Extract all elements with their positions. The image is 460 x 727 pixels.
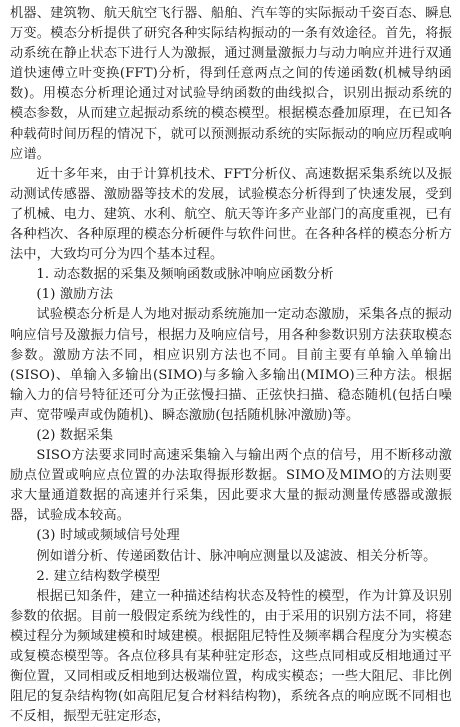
paragraph-excitation: 试验模态分析是人为地对振动系统施加一定动态激励，采集各点的振动响应信号及激振力信号，根据力及响应信号，用各种参数识别方法获取模态参数。激励方法不同，相应识别方法也不同。目前主要有单输入单输出(SISO)、单输入多输出(SIMO)与多输入多输出(MIMO)三种方法。根据输入力的信号特征还可分为正弦慢扫描、正弦快扫描、稳态随机(包括白噪声、宽带噪声或伪随机)、瞬态激励(包括随机脉冲激励)等。	[10, 307, 452, 423]
paragraph-model: 根据已知条件，建立一种描述结构状态及特性的模型，作为计算及识别参数的依据。目前一般假定系统为线性的，由于采用的识别方法不同，将建模过程分为频域建模和时域建模。根据阻尼特性及频率耦合程度分为实模态或复模态模型等。各点位移具有某种驻定形态，这些点同相或反相地通过平衡位置，又同相或反相地到达极端位置，构成实模态；一些大阻尼、非比例阻尼的复杂结构物(如高阻尼复合材料结构物)，系统各点的响应既不同相也不反相，振型无驻定形态，	[10, 588, 452, 725]
subheading-data-acquisition: (2) 数据采集	[36, 427, 114, 443]
paragraph-intro: 机器、建筑物、航天航空飞行器、船舶、汽车等的实际振动千姿百态、瞬息万变。模态分析提供了研究各种实际结构振动的一条有效途径。首先，将振动系统在静止状态下进行人为激振，通过测量激振力与动力响应并进行双通道快速傅立叶变换(FFT)分析，得到任意两点之间的传递函数(机械导纳函数)。用模态分析理论通过对试验导纳函数的曲线拟合，识别出振动系统的模态参数，从而建立起振动系统的模态模型。根据模态叠加原理，在已知各种载荷时间历程的情况下，就可以预测振动系统的实际振动的响应历程或响应谱。	[10, 6, 452, 162]
section-heading-1: 1. 动态数据的采集及频响函数或脉冲响应函数分析	[36, 267, 334, 283]
paragraph-development: 近十多年来，由于计算机技术、FFT分析仪、高速数据采集系统以及振动测试传感器、激励器等技术的发展，试验模态分析得到了快速发展，受到了机械、电力、建筑、水利、航空、航天等许多产业部门的高度重视，已有各种档次、各种原理的模态分析硬件与软件问世。在各种各样的模态分析方法中，大致均可分为四个基本过程。	[10, 166, 452, 263]
section-heading-2: 2. 建立结构数学模型	[36, 568, 161, 584]
body-text	[10, 4, 452, 727]
paragraph-signal-processing: 例如谱分析、传递函数估计、脉冲响应测量以及滤波、相关分析等。	[36, 548, 437, 564]
subheading-excitation: (1) 激励方法	[36, 287, 114, 303]
subheading-signal-processing: (3) 时域或频域信号处理	[36, 528, 180, 544]
paragraph-data-acquisition: SISO方法要求同时高速采集输入与输出两个点的信号，用不断移动激励点位置或响应点位置的办法取得振形数据。SIMO及MIMO的方法则要求大量通道数据的高速并行采集，因此要求大量的振动测量传感器或激振器，试验成本较高。	[10, 448, 452, 524]
